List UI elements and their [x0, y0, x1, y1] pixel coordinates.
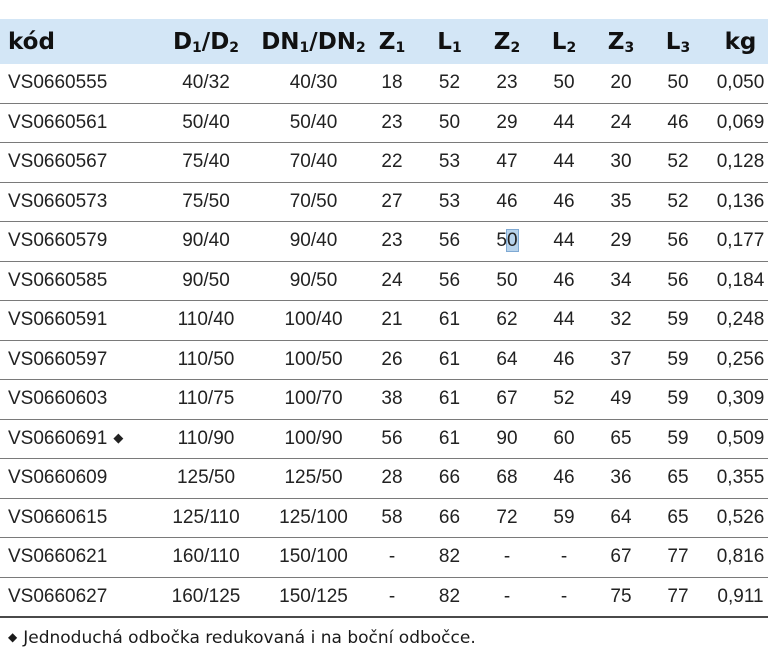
cell-kg: 0,177	[713, 222, 768, 262]
cell-z2: 68	[485, 459, 529, 499]
cell-d: 125/110	[155, 498, 257, 538]
cell-d: 110/90	[155, 419, 257, 459]
cell-kg: 0,136	[713, 182, 768, 222]
header-row	[0, 19, 768, 64]
cell-z2: 50	[485, 261, 529, 301]
cell-code	[0, 340, 155, 380]
cell-dn: 125/100	[257, 498, 370, 538]
cell-dn: 50/40	[257, 103, 370, 143]
cell-l1: 61	[414, 380, 485, 420]
cell-l3: 59	[643, 301, 713, 341]
product-code: VS0660567	[8, 151, 108, 173]
col-header-l3: $L_3$	[665, 28, 691, 56]
cell-z2: 90	[485, 419, 529, 459]
cell-dn: 90/50	[257, 261, 370, 301]
cell-l1: 66	[414, 498, 485, 538]
cell-z3: 32	[599, 301, 643, 341]
cell-kg: 0,128	[713, 143, 768, 183]
product-code: VS0660627	[8, 585, 108, 607]
cell-code	[0, 380, 155, 420]
cell-z3: 64	[599, 498, 643, 538]
cell-kg: 0,256	[713, 340, 768, 380]
table-row	[0, 103, 768, 143]
cell-d: 50/40	[155, 103, 257, 143]
col-header-z3: $Z_3$	[607, 28, 635, 56]
cell-z1: 23	[370, 103, 414, 143]
cell-z1: 38	[370, 380, 414, 420]
cell-z2: 67	[485, 380, 529, 420]
cell-kg: 0,184	[713, 261, 768, 301]
cell-kg: 0,509	[713, 419, 768, 459]
cell-z3: 24	[599, 103, 643, 143]
col-header-z1: $Z_1$	[378, 28, 406, 56]
cell-code	[0, 301, 155, 341]
diamond-icon: ◆	[113, 429, 124, 445]
cell-d: 75/40	[155, 143, 257, 183]
cell-code	[0, 222, 155, 262]
table-row	[0, 419, 768, 459]
cell-z3: 29	[599, 222, 643, 262]
cell-l2: 46	[529, 261, 599, 301]
cell-d: 40/32	[155, 64, 257, 103]
cell-z1: 23	[370, 222, 414, 262]
cell-kg: 0,526	[713, 498, 768, 538]
cell-z3: 49	[599, 380, 643, 420]
product-code: VS0660561	[8, 111, 108, 133]
text-selection: 0	[507, 230, 518, 252]
col-header-z2: $Z_2$	[493, 28, 521, 56]
cell-kg: 0,355	[713, 459, 768, 499]
cell-l3: 65	[643, 498, 713, 538]
cell-l3: 52	[643, 143, 713, 183]
diamond-icon: ◆	[8, 630, 18, 644]
cell-d: 125/50	[155, 459, 257, 499]
cell-l1: 82	[414, 577, 485, 617]
cell-z1: 28	[370, 459, 414, 499]
cell-l1: 61	[414, 419, 485, 459]
product-code: VS0660597	[8, 348, 108, 370]
cell-l3: 59	[643, 340, 713, 380]
cell-l3: 56	[643, 222, 713, 262]
cell-z1: -	[370, 538, 414, 578]
cell-kg: 0,911	[713, 577, 768, 617]
cell-z2: 46	[485, 182, 529, 222]
cell-l2: -	[529, 538, 599, 578]
product-code: VS0660621	[8, 546, 108, 568]
cell-l3: 52	[643, 182, 713, 222]
table-row	[0, 64, 768, 103]
cell-kg: 0,069	[713, 103, 768, 143]
cell-z2: -	[485, 577, 529, 617]
cell-l2: 44	[529, 301, 599, 341]
product-code: VS0660555	[8, 72, 108, 94]
cell-l2: 59	[529, 498, 599, 538]
cell-z2: 29	[485, 103, 529, 143]
cell-d: 90/50	[155, 261, 257, 301]
col-header-kg: kg	[724, 28, 757, 55]
cell-l1: 66	[414, 459, 485, 499]
cell-code	[0, 64, 155, 103]
cell-kg: 0,309	[713, 380, 768, 420]
cell-z3: 20	[599, 64, 643, 103]
product-code: VS0660573	[8, 190, 108, 212]
cell-z2: 62	[485, 301, 529, 341]
cell-z1: 27	[370, 182, 414, 222]
footnote-text: Jednoduchá odbočka redukovaná i na boční odbočce.	[23, 628, 476, 648]
product-code: VS0660603	[8, 388, 108, 410]
cell-z3: 65	[599, 419, 643, 459]
cell-l3: 77	[643, 538, 713, 578]
product-code: VS0660585	[8, 269, 108, 291]
cell-z2: 72	[485, 498, 529, 538]
cell-dn: 100/90	[257, 419, 370, 459]
cell-code	[0, 419, 155, 459]
table-row	[0, 340, 768, 380]
cell-z1: 24	[370, 261, 414, 301]
cell-l2: 44	[529, 143, 599, 183]
cell-code	[0, 103, 155, 143]
cell-l2: 44	[529, 103, 599, 143]
footnote	[8, 628, 476, 648]
table-row	[0, 498, 768, 538]
cell-z3: 36	[599, 459, 643, 499]
table-row	[0, 301, 768, 341]
cell-l1: 61	[414, 301, 485, 341]
table-row	[0, 261, 768, 301]
cell-dn: 70/40	[257, 143, 370, 183]
product-code: VS0660579	[8, 230, 108, 252]
product-table	[0, 19, 768, 618]
cell-l2: 46	[529, 340, 599, 380]
cell-kg: 0,816	[713, 538, 768, 578]
cell-l2: 46	[529, 459, 599, 499]
cell-l1: 56	[414, 222, 485, 262]
col-header-code: kód	[8, 28, 55, 55]
cell-d: 110/50	[155, 340, 257, 380]
cell-l3: 65	[643, 459, 713, 499]
cell-l2: 44	[529, 222, 599, 262]
table-row	[0, 538, 768, 578]
cell-z3: 30	[599, 143, 643, 183]
cell-d: 160/110	[155, 538, 257, 578]
cell-l2: 46	[529, 182, 599, 222]
table-body	[0, 64, 768, 617]
cell-l2: 52	[529, 380, 599, 420]
cell-dn: 40/30	[257, 64, 370, 103]
cell-dn: 150/125	[257, 577, 370, 617]
cell-z1: 26	[370, 340, 414, 380]
cell-l3: 77	[643, 577, 713, 617]
cell-l2: -	[529, 577, 599, 617]
cell-l2: 60	[529, 419, 599, 459]
cell-z3: 67	[599, 538, 643, 578]
cell-l2: 50	[529, 64, 599, 103]
cell-l1: 53	[414, 143, 485, 183]
cell-dn: 150/100	[257, 538, 370, 578]
product-code: VS0660591	[8, 309, 108, 331]
table-row	[0, 222, 768, 262]
col-header-dn1-dn2: $DN_1/DN_2$	[261, 28, 366, 56]
table-row	[0, 459, 768, 499]
cell-l1: 53	[414, 182, 485, 222]
table-row	[0, 182, 768, 222]
cell-l1: 61	[414, 340, 485, 380]
cell-code	[0, 538, 155, 578]
col-header-l2: $L_2$	[551, 28, 577, 56]
table-row	[0, 143, 768, 183]
product-code: VS0660609	[8, 467, 108, 489]
cell-l3: 46	[643, 103, 713, 143]
cell-z3: 37	[599, 340, 643, 380]
cell-z2: 23	[485, 64, 529, 103]
cell-z1: 22	[370, 143, 414, 183]
cell-d: 90/40	[155, 222, 257, 262]
cell-l1: 56	[414, 261, 485, 301]
table-row	[0, 577, 768, 617]
cell-z2: 50	[485, 222, 529, 262]
cell-z2: 47	[485, 143, 529, 183]
cell-kg: 0,050	[713, 64, 768, 103]
cell-l1: 82	[414, 538, 485, 578]
cell-d: 110/75	[155, 380, 257, 420]
cell-dn: 100/70	[257, 380, 370, 420]
table-row	[0, 380, 768, 420]
cell-code	[0, 261, 155, 301]
cell-dn: 100/40	[257, 301, 370, 341]
cell-d: 110/40	[155, 301, 257, 341]
cell-code	[0, 459, 155, 499]
cell-l1: 50	[414, 103, 485, 143]
cell-dn: 100/50	[257, 340, 370, 380]
cell-z2: 64	[485, 340, 529, 380]
cell-z3: 75	[599, 577, 643, 617]
cell-dn: 90/40	[257, 222, 370, 262]
cell-z3: 35	[599, 182, 643, 222]
cell-code	[0, 577, 155, 617]
cell-kg: 0,248	[713, 301, 768, 341]
cell-d: 160/125	[155, 577, 257, 617]
cell-z1: 58	[370, 498, 414, 538]
cell-l3: 59	[643, 419, 713, 459]
cell-dn: 70/50	[257, 182, 370, 222]
cell-l3: 50	[643, 64, 713, 103]
cell-code	[0, 143, 155, 183]
cell-l3: 59	[643, 380, 713, 420]
cell-d: 75/50	[155, 182, 257, 222]
col-header-l1: $L_1$	[437, 28, 462, 56]
cell-code	[0, 498, 155, 538]
cell-z3: 34	[599, 261, 643, 301]
cell-l1: 52	[414, 64, 485, 103]
cell-z2: -	[485, 538, 529, 578]
product-code: VS0660615	[8, 506, 108, 528]
cell-dn: 125/50	[257, 459, 370, 499]
col-header-d1-d2: $D_1/D_2$	[172, 28, 240, 56]
cell-z1: 21	[370, 301, 414, 341]
cell-z1: -	[370, 577, 414, 617]
cell-z1: 18	[370, 64, 414, 103]
product-code: VS0660691	[8, 427, 108, 449]
cell-code	[0, 182, 155, 222]
cell-l3: 56	[643, 261, 713, 301]
cell-z1: 56	[370, 419, 414, 459]
